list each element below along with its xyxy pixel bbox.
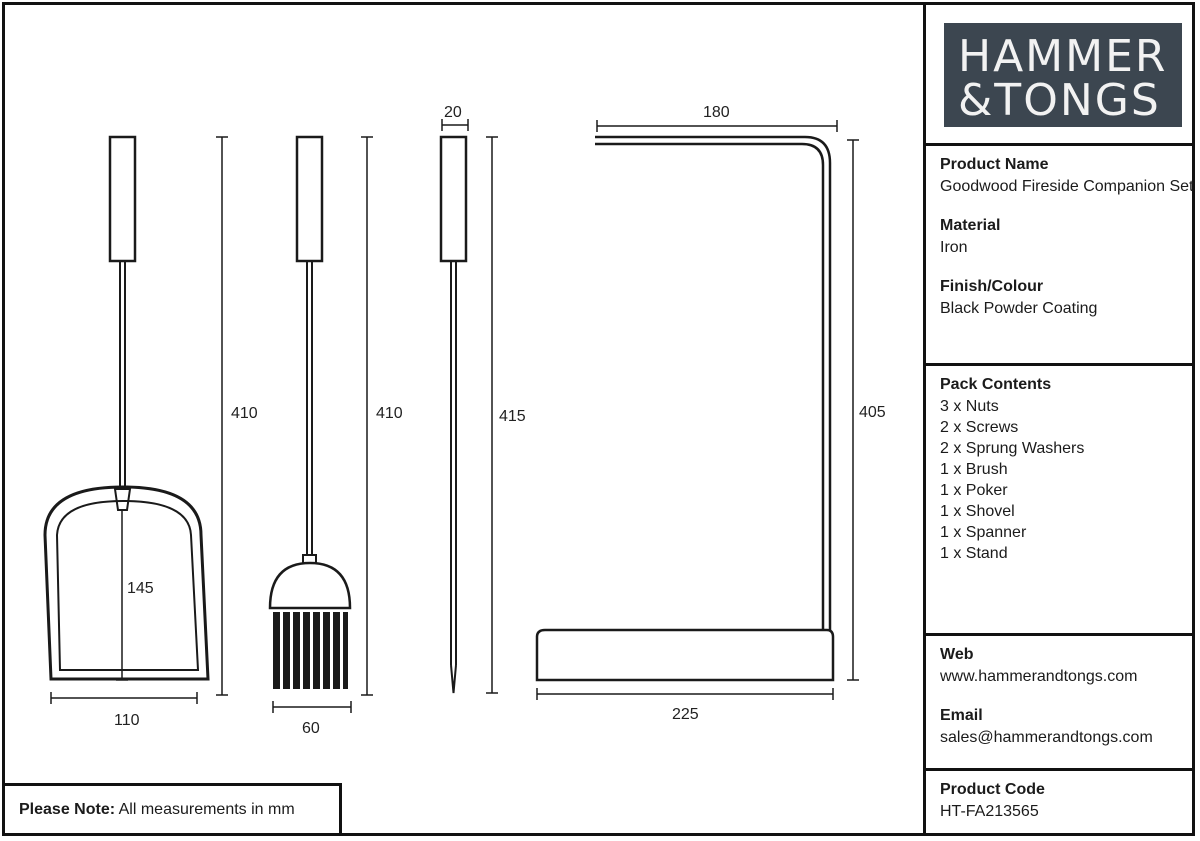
poker-handle-width-label: 20: [444, 104, 462, 121]
pack-contents-label: Pack Contents: [940, 376, 1052, 393]
material-label: Material: [940, 217, 1001, 234]
brush-height-label: 410: [376, 405, 403, 422]
finish-label: Finish/Colour: [940, 278, 1044, 295]
brush-drawing: [270, 137, 350, 689]
contact-cell: [926, 636, 1195, 771]
drawing-svg: [5, 5, 923, 785]
poker-height-label: 415: [499, 408, 526, 425]
email-link[interactable]: sales@hammerandtongs.com: [940, 729, 1153, 746]
pack-item: 2 x Screws: [940, 419, 1019, 436]
pack-item: 1 x Shovel: [940, 503, 1015, 520]
logo-line-2: &TONGS: [958, 75, 1161, 126]
logo-cell: [926, 5, 1195, 146]
note-label: Please Note:: [19, 801, 116, 818]
finish-value: Black Powder Coating: [940, 300, 1098, 317]
material-value: Iron: [940, 239, 968, 256]
spec-sheet: [2, 2, 1195, 836]
shovel-height-label: 410: [231, 405, 258, 422]
shovel-width-label: 110: [114, 712, 140, 729]
product-code-label: Product Code: [940, 781, 1045, 798]
brush-width-label: 60: [302, 720, 320, 737]
product-name: Goodwood Fireside Companion Set: [940, 178, 1194, 195]
info-panel: [923, 5, 1195, 833]
pack-item: 1 x Spanner: [940, 524, 1027, 541]
pack-item: 1 x Poker: [940, 482, 1008, 499]
product-details-cell: [926, 146, 1195, 366]
email-label: Email: [940, 707, 983, 724]
stand-base-width-label: 225: [672, 706, 699, 723]
measurement-note: [5, 783, 342, 835]
logo-line-1: HAMMER: [958, 31, 1168, 82]
product-code-cell: [926, 771, 1195, 833]
shovel-drawing: [45, 137, 208, 679]
stand-top-width-label: 180: [703, 104, 730, 121]
web-label: Web: [940, 646, 974, 663]
product-code-value: HT-FA213565: [940, 803, 1039, 820]
shovel-blade-height-label: 145: [127, 580, 154, 597]
stand-height-label: 405: [859, 404, 886, 421]
stand-drawing: [537, 137, 833, 680]
pack-contents-cell: [926, 366, 1195, 636]
brand-logo: [944, 23, 1182, 127]
product-name-label: Product Name: [940, 156, 1049, 173]
web-link[interactable]: www.hammerandtongs.com: [940, 668, 1138, 685]
pack-item: 3 x Nuts: [940, 398, 999, 415]
pack-item: 1 x Brush: [940, 461, 1008, 478]
poker-drawing: [441, 137, 466, 693]
technical-drawing: [5, 5, 923, 835]
pack-item: 2 x Sprung Washers: [940, 440, 1085, 457]
note-text: All measurements in mm: [118, 801, 295, 818]
pack-item: 1 x Stand: [940, 545, 1008, 562]
